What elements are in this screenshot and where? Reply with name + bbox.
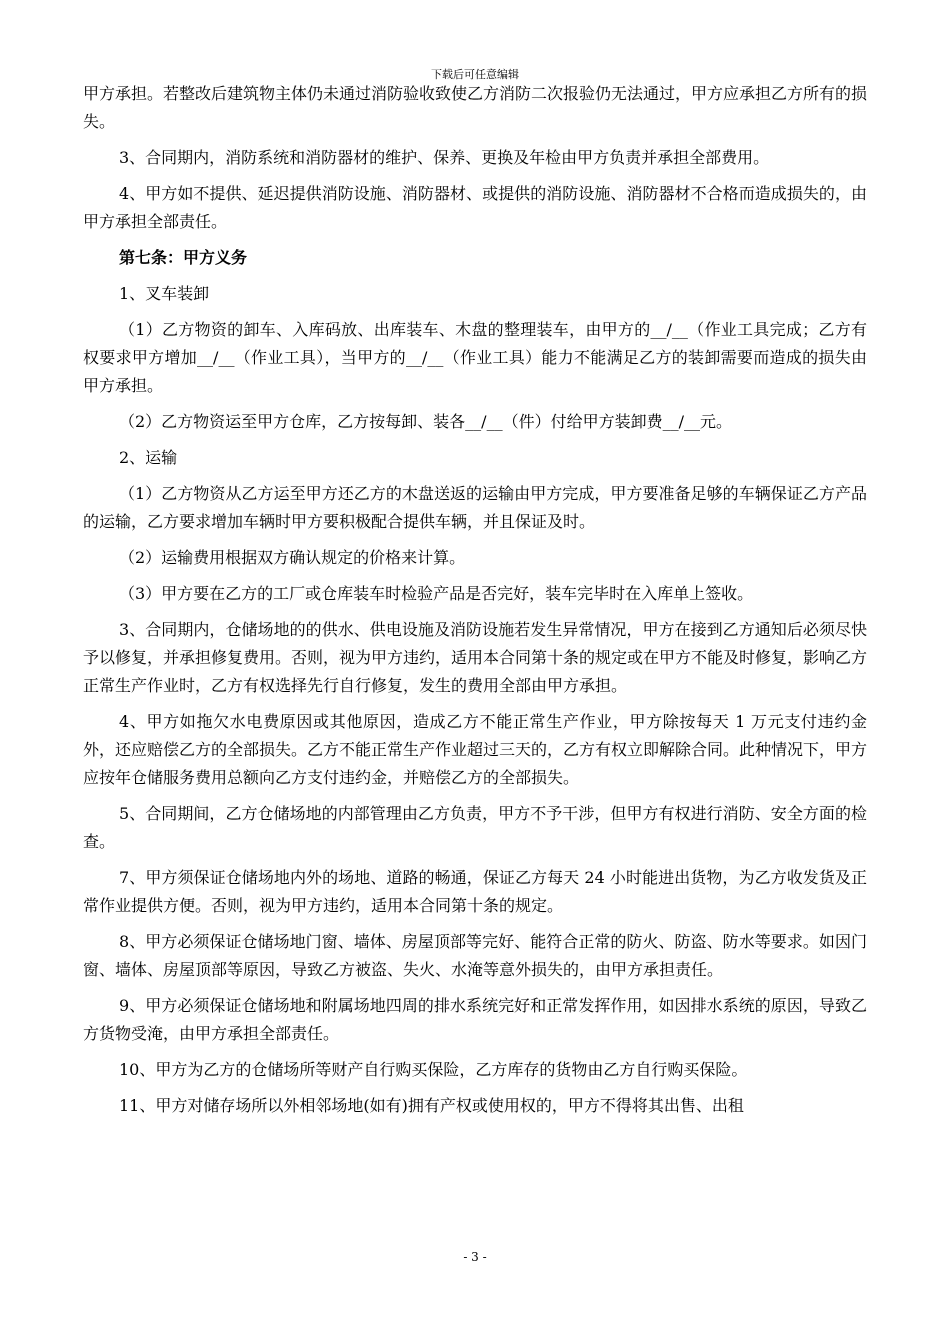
section-heading-article-7: 第七条：甲方义务 (119, 248, 248, 267)
paragraph-obligation-4: 4、甲方如拖欠水电费原因或其他原因，造成乙方不能正常生产作业，甲方除按每天 1 万元支付违约金外，还应赔偿乙方的全部损失。乙方不能正常生产作业超过三天的，乙方有权立即解除合同。此种情况下，甲方应按年仓储服务费用总额向乙方支付违约金，并赔偿乙方的全部损失。 (83, 712, 868, 787)
subheading-transport: 2、运输 (119, 448, 178, 467)
paragraph-obligation-8: 8、甲方必须保证仓储场地门窗、墙体、房屋顶部等完好、能符合正常的防火、防盗、防水等要求。如因门窗、墙体、房屋顶部等原因，导致乙方被盗、失火、水淹等意外损失的，由甲方承担责任。 (83, 932, 867, 979)
paragraph-forklift-2: （2）乙方物资运至甲方仓库，乙方按每卸、装各__/__（件）付给甲方装卸费__/__元。 (119, 412, 732, 431)
paragraph-continuation: 甲方承担。若整改后建筑物主体仍未通过消防验收致使乙方消防二次报验仍无法通过，甲方应承担乙方所有的损失。 (83, 84, 868, 131)
paragraph-transport-1: （1）乙方物资从乙方运至甲方还乙方的木盘送返的运输由甲方完成，甲方要准备足够的车辆保证乙方产品的运输，乙方要求增加车辆时甲方要积极配合提供车辆，并且保证及时。 (83, 484, 867, 531)
paragraph-obligation-3: 3、合同期内，仓储场地的的供水、供电设施及消防设施若发生异常情况，甲方在接到乙方通知后必须尽快予以修复，并承担修复费用。否则，视为甲方违约，适用本合同第十条的规定或在甲方不能及时修复，影响乙方正常生产作业时，乙方有权选择先行自行修复，发生的费用全部由甲方承担。 (83, 620, 868, 695)
page-header: 下载后可任意编辑 (431, 68, 519, 81)
document-body (83, 80, 867, 1128)
paragraph-forklift-1: （1）乙方物资的卸车、入库码放、出库装车、木盘的整理装车，由甲方的__/__（作业工具完成；乙方有权要求甲方增加__/__（作业工具），当甲方的__/__（作业工具）能力不能满足乙方的装卸需要而造成的损失由甲方承担。 (83, 320, 867, 395)
paragraph-transport-2: （2）运输费用根据双方确认规定的价格来计算。 (119, 548, 466, 567)
paragraph-obligation-11: 11、甲方对储存场所以外相邻场地(如有)拥有产权或使用权的，甲方不得将其出售、出租 (119, 1096, 744, 1115)
paragraph-obligation-10: 10、甲方为乙方的仓储场所等财产自行购买保险，乙方库存的货物由乙方自行购买保险。 (119, 1060, 748, 1079)
paragraph-obligation-9: 9、甲方必须保证仓储场地和附属场地四周的排水系统完好和正常发挥作用，如因排水系统的原因，导致乙方货物受淹，由甲方承担全部责任。 (83, 996, 867, 1043)
paragraph-clause-4: 4、甲方如不提供、延迟提供消防设施、消防器材、或提供的消防设施、消防器材不合格而造成损失的，由甲方承担全部责任。 (83, 184, 867, 231)
paragraph-clause-3: 3、合同期内，消防系统和消防器材的维护、保养、更换及年检由甲方负责并承担全部费用。 (119, 148, 770, 167)
page-number: - 3 - (463, 1250, 487, 1264)
paragraph-transport-3: （3）甲方要在乙方的工厂或仓库装车时检验产品是否完好，装车完毕时在入库单上签收。 (119, 584, 754, 603)
paragraph-obligation-7: 7、甲方须保证仓储场地内外的场地、道路的畅通，保证乙方每天 24 小时能进出货物，为乙方收发货及正常作业提供方便。否则，视为甲方违约，适用本合同第十条的规定。 (83, 868, 867, 915)
paragraph-obligation-5: 5、合同期间，乙方仓储场地的内部管理由乙方负责，甲方不予干涉，但甲方有权进行消防、安全方面的检查。 (83, 804, 867, 851)
subheading-forklift: 1、叉车装卸 (119, 284, 210, 303)
